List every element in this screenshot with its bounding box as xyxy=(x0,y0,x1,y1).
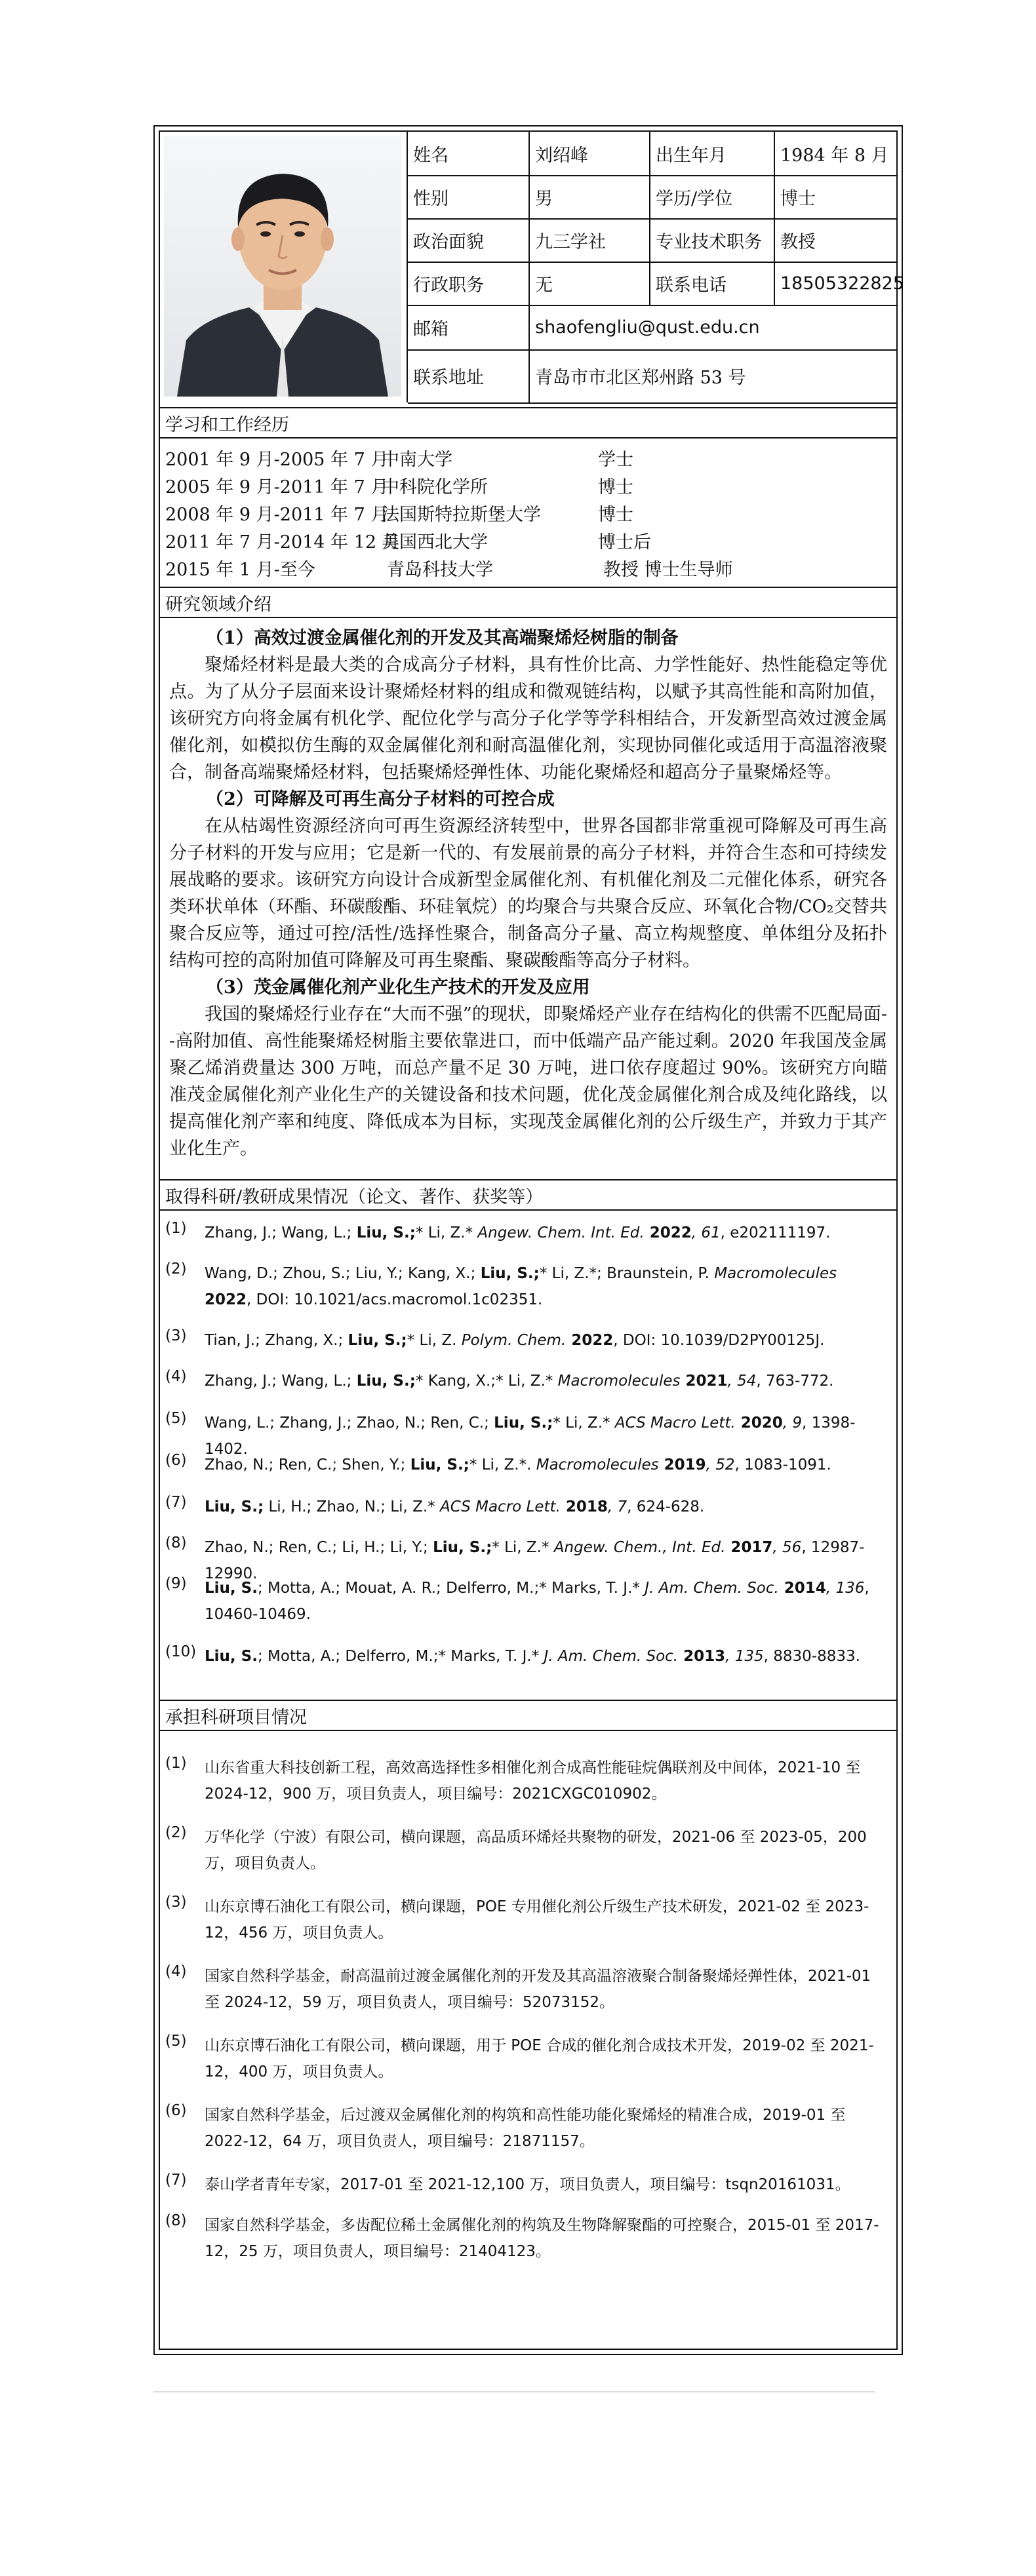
publication-number: (7) xyxy=(165,1494,187,1511)
citation-au: Liu, S.; xyxy=(356,1373,416,1390)
education-entry xyxy=(165,528,887,554)
research-header: 研究领域介绍 xyxy=(160,587,896,618)
education-role: 学士 xyxy=(598,450,633,470)
citation-vol: , 56 xyxy=(772,1539,802,1556)
citation-au: Liu, S.; xyxy=(348,1332,407,1349)
citation-rest: , 12987-12990. xyxy=(205,1539,865,1582)
publication-citation xyxy=(205,1575,886,1628)
admin-label: 行政职务 xyxy=(413,275,484,296)
education-header: 学习和工作经历 xyxy=(160,407,896,439)
citation-rest: , 1083-1091. xyxy=(734,1456,831,1473)
project-number: (5) xyxy=(165,2033,187,2050)
publication-number: (2) xyxy=(165,1260,187,1278)
citation-vol: , 7 xyxy=(607,1498,628,1515)
info-row-political xyxy=(408,218,896,263)
project-description: 国家自然科学基金，后过渡双金属催化剂的构筑和高性能功能化聚烯烃的精准合成，2019-01 至 2022-12，64 万，项目负责人，项目编号：21871157。 xyxy=(205,2107,846,2150)
citation-yr: 2019 xyxy=(658,1456,706,1473)
publication-number: (9) xyxy=(165,1575,187,1592)
citation-post: ; Motta, A.; Delferro, M.;* Marks, T. J.* xyxy=(257,1648,544,1665)
citation-post: * Li, Z. xyxy=(407,1332,462,1349)
publication-number: (1) xyxy=(165,1220,187,1237)
citation-pre: Zhang, J.; Wang, L.; xyxy=(205,1373,357,1390)
degree-label: 学历/学位 xyxy=(656,188,733,209)
info-row-address xyxy=(408,349,896,404)
publication-number: (3) xyxy=(165,1327,187,1344)
citation-vol: , 9 xyxy=(782,1415,803,1432)
info-row-gender xyxy=(408,175,896,220)
education-period: 2001 年 9 月-2005 年 7 月 xyxy=(165,450,389,470)
resume-table xyxy=(159,130,904,2350)
citation-rest: , 763-772. xyxy=(756,1373,834,1390)
citation-jr: Macromolecules xyxy=(557,1373,681,1390)
achievements-header: 取得科研/教研成果情况（论文、著作、获奖等） xyxy=(160,1179,896,1211)
citation-yr: 2022 xyxy=(644,1224,692,1241)
citation-rest: , e202111197. xyxy=(720,1224,831,1241)
citation-pre: Wang, L.; Zhang, J.; Zhao, N.; Ren, C.; xyxy=(205,1415,494,1432)
citation-jr: J. Am. Chem. Soc. xyxy=(645,1580,779,1597)
citation-vol: , 52 xyxy=(706,1456,735,1473)
citation-yr: 2018 xyxy=(560,1498,608,1515)
citation-au: Liu, S. xyxy=(205,1648,258,1665)
phone-value: 18505322825 xyxy=(780,273,904,294)
publication-citation xyxy=(205,1452,886,1478)
citation-au: Liu, S.; xyxy=(480,1265,540,1282)
publication-citation xyxy=(205,1494,886,1520)
photo-cell xyxy=(160,132,408,402)
citation-pre: Tian, J.; Zhang, X.; xyxy=(205,1332,348,1349)
citation-yr: 2021 xyxy=(680,1373,728,1390)
education-period: 2008 年 9 月-2011 年 7 月 xyxy=(165,505,389,525)
citation-vol: , 136 xyxy=(826,1580,865,1597)
citation-jr: ACS Macro Lett. xyxy=(439,1498,561,1515)
footer-divider xyxy=(153,2391,875,2392)
publication-number: (5) xyxy=(165,1410,187,1427)
citation-post: * Li, Z.* xyxy=(553,1415,615,1432)
project-number: (2) xyxy=(165,1824,187,1841)
citation-yr: 2013 xyxy=(678,1648,726,1665)
resume-frame xyxy=(153,125,903,2355)
citation-pre: Zhao, N.; Ren, C.; Shen, Y.; xyxy=(205,1456,410,1473)
education-place: 中科院化学所 xyxy=(382,477,488,498)
education-period: 2015 年 1 月-至今 xyxy=(165,560,315,580)
citation-au: Liu, S.; xyxy=(433,1539,492,1556)
publication-number: (8) xyxy=(165,1534,187,1551)
project-description: 泰山学者青年专家，2017-01 至 2021-12,100 万，项目负责人，项目编号：tsqn20161031。 xyxy=(205,2176,850,2193)
citation-jr: Macromolecules xyxy=(536,1456,659,1473)
education-place: 法国斯特拉斯堡大学 xyxy=(382,505,541,525)
email-label: 邮箱 xyxy=(413,319,448,340)
research-paragraph-1: 聚烯烃材料是最大类的合成高分子材料，具有性价比高、力学性能好、热性能稳定等优点。为了从分子层面来设计聚烯烃材料的组成和微观链结构，以赋予其高性能和高附加值，该研究方向将金属有机化学、配位化学与高分子化学等学科相结合，开发新型高效过渡金属催化剂，如模拟仿生酶的双金属催化剂和耐高温催化剂，实现协同催化或适用于高温溶液聚合，制备高端聚烯烃材料，包括聚烯烃弹性体、功能化聚烯烃和超高分子量聚烯烃等。 xyxy=(169,655,887,783)
project-description: 山东京博石油化工有限公司，横向课题，POE 专用催化剂公斤级生产技术研发，2021-02 至 2023-12，456 万，项目负责人。 xyxy=(205,1898,869,1942)
project-number: (8) xyxy=(165,2212,187,2229)
title-label: 专业技术职务 xyxy=(656,231,762,252)
birth-value: 1984 年 8 月 xyxy=(780,145,889,166)
address-value: 青岛市市北区郑州路 53 号 xyxy=(535,368,746,388)
political-label: 政治面貌 xyxy=(413,231,484,252)
phone-label: 联系电话 xyxy=(656,275,727,296)
info-row-email xyxy=(408,305,896,351)
citation-jr: Angew. Chem. Int. Ed. xyxy=(477,1224,645,1241)
education-entry xyxy=(165,473,887,499)
portrait-photo xyxy=(164,136,401,397)
citation-yr: 2017 xyxy=(725,1539,773,1556)
education-period: 2005 年 9 月-2011 年 7 月 xyxy=(165,477,389,498)
projects-header: 承担科研项目情况 xyxy=(160,1700,896,1731)
citation-pre: Wang, D.; Zhou, S.; Liu, Y.; Kang, X.; xyxy=(205,1265,481,1282)
publication-number: (10) xyxy=(165,1643,197,1660)
publication-citation xyxy=(205,1368,886,1394)
citation-rest: , 8830-8833. xyxy=(763,1648,860,1665)
project-number: (3) xyxy=(165,1894,187,1911)
education-place: 青岛科技大学 xyxy=(387,560,493,580)
education-entry xyxy=(165,500,887,526)
education-entry xyxy=(165,555,887,581)
citation-yr: 2020 xyxy=(735,1415,783,1432)
project-description: 国家自然科学基金，耐高温前过渡金属催化剂的开发及其高温溶液聚合制备聚烯烃弹性体，2021-01 至 2024-12，59 万，项目负责人，项目编号：52073152。 xyxy=(205,1968,871,2011)
publication-number: (4) xyxy=(165,1368,187,1385)
citation-post: * Kang, X.;* Li, Z.* xyxy=(415,1373,558,1390)
admin-value: 无 xyxy=(535,275,553,296)
name-label: 姓名 xyxy=(413,145,448,166)
email-value: shaofengliu@qust.edu.cn xyxy=(535,317,760,338)
project-description: 万华化学（宁波）有限公司，横向课题，高品质环烯烃共聚物的研发，2021-06 至 2023-05，200 万，项目负责人。 xyxy=(205,1829,867,1872)
citation-jr: Polym. Chem. xyxy=(461,1332,567,1349)
citation-yr: 2022 xyxy=(205,1291,247,1308)
research-section xyxy=(160,618,896,1179)
publication-number: (6) xyxy=(165,1452,187,1469)
info-row-name xyxy=(408,132,896,176)
research-heading-3: （3）茂金属催化剂产业化生产技术的开发及应用 xyxy=(206,977,590,998)
address-label: 联系地址 xyxy=(413,368,484,388)
project-description: 国家自然科学基金，多齿配位稀土金属催化剂的构筑及生物降解聚酯的可控聚合，2015-01 至 2017-12，25 万，项目负责人，项目编号：21404123。 xyxy=(205,2217,879,2260)
citation-post: ; Motta, A.; Mouat, A. R.; Delferro, M.;* Marks, T. J.* xyxy=(257,1580,645,1597)
education-place: 中南大学 xyxy=(382,450,452,470)
political-value: 九三学社 xyxy=(535,231,606,252)
citation-au: Liu, S.; xyxy=(205,1498,264,1515)
citation-pre: Zhang, J.; Wang, L.; xyxy=(205,1224,357,1241)
title-value: 教授 xyxy=(780,231,816,252)
education-entry xyxy=(165,445,887,471)
info-row-admin xyxy=(408,262,904,306)
citation-post: * Li, Z.*. xyxy=(469,1456,536,1473)
publication-citation xyxy=(205,1327,886,1354)
birth-label: 出生年月 xyxy=(656,145,727,166)
citation-jr: J. Am. Chem. Soc. xyxy=(544,1648,679,1665)
citation-rest: , 1398-1402. xyxy=(205,1415,856,1458)
project-number: (7) xyxy=(165,2172,187,2189)
education-period: 2011 年 7 月-2014 年 12 月 xyxy=(165,532,400,553)
education-role: 博士后 xyxy=(598,532,651,553)
citation-vol: , 135 xyxy=(725,1648,764,1665)
citation-yr: 2022 xyxy=(566,1332,614,1349)
publication-citation xyxy=(205,1260,886,1313)
citation-post: * Li, Z.* xyxy=(415,1224,478,1241)
name-value: 刘绍峰 xyxy=(535,145,588,166)
project-number: (1) xyxy=(165,1755,187,1772)
citation-au: Liu, S.; xyxy=(356,1224,416,1241)
citation-au: Liu, S.; xyxy=(494,1415,553,1432)
citation-rest: , 624-628. xyxy=(627,1498,705,1515)
education-role: 博士 xyxy=(598,505,633,525)
citation-vol: , 54 xyxy=(727,1373,757,1390)
citation-rest: , DOI: 10.1039/D2PY00125J. xyxy=(613,1332,825,1349)
project-number: (6) xyxy=(165,2102,187,2119)
degree-value: 博士 xyxy=(780,188,816,209)
project-number: (4) xyxy=(165,1963,187,1980)
citation-jr: Macromolecules xyxy=(714,1265,837,1282)
education-place: 美国西北大学 xyxy=(382,532,488,553)
citation-au: Liu, S.; xyxy=(410,1456,469,1473)
citation-yr: 2014 xyxy=(778,1580,826,1597)
gender-label: 性别 xyxy=(413,188,448,209)
research-heading-1: （1）高效过渡金属催化剂的开发及其高端聚烯烃树脂的制备 xyxy=(206,628,679,648)
citation-pre: Zhao, N.; Ren, C.; Li, H.; Li, Y.; xyxy=(205,1539,433,1556)
citation-post: * Li, Z.*; Braunstein, P. xyxy=(539,1265,715,1282)
publication-citation xyxy=(205,1643,886,1669)
publication-citation xyxy=(205,1220,886,1246)
education-role: 教授 博士生导师 xyxy=(603,560,733,580)
research-paragraph-3: 我国的聚烯烃行业存在“大而不强”的现状，即聚烯烃产业存在结构化的供需不匹配局面--高附加值、高性能聚烯烃树脂主要依靠进口，而中低端产品产能过剩。2020 年我国茂金属聚乙烯消费量达 300 万吨，而总产量不足 30 万吨，进口依存度超过 90%。该研究方向瞄准茂金属催化剂产业化生产的关键设备和技术问题，优化茂金属催化剂合成及纯化路线，以提高催化剂产率和纯度、降低成本为目标，实现茂金属催化剂的公斤级生产，并致力于其产业化生产。 xyxy=(169,1004,887,1159)
citation-jr: ACS Macro Lett. xyxy=(614,1415,736,1432)
citation-post: * Li, Z.* xyxy=(492,1539,554,1556)
citation-jr: Angew. Chem., Int. Ed. xyxy=(553,1539,726,1556)
project-description: 山东京博石油化工有限公司，横向课题，用于 POE 合成的催化剂合成技术开发，2019-02 至 2021-12，400 万，项目负责人。 xyxy=(205,2037,874,2080)
citation-vol: , 61 xyxy=(691,1224,721,1241)
education-role: 博士 xyxy=(598,477,633,498)
citation-au: Liu, S. xyxy=(205,1580,258,1597)
citation-rest: , 10460-10469. xyxy=(205,1580,869,1623)
citation-post: Li, H.; Zhao, N.; Li, Z.* xyxy=(264,1498,440,1515)
research-paragraph-2: 在从枯竭性资源经济向可再生资源经济转型中，世界各国都非常重视可降解及可再生高分子材料的开发与应用；它是新一代的、有发展前景的高分子材料，并符合生态和可持续发展战略的要求。该研究方向设计合成新型金属催化剂、有机催化剂及二元催化体系，研究各类环状单体（环酯、环碳酸酯、环硅氧烷）的均聚合与共聚合反应、环氧化合物/CO₂交替共聚合反应等，通过可控/活性/选择性聚合，制备高分子量、高立构规整度、单体组分及拓扑结构可控的高附加值可降解及可再生聚酯、聚碳酸酯等高分子材料。 xyxy=(169,816,887,971)
project-description: 山东省重大科技创新工程，高效高选择性多相催化剂合成高性能硅烷偶联剂及中间体，2021-10 至 2024-12，900 万，项目负责人，项目编号：2021CXGC010902。 xyxy=(205,1759,861,1803)
gender-value: 男 xyxy=(535,188,553,209)
research-heading-2: （2）可降解及可再生高分子材料的可控合成 xyxy=(206,789,555,810)
citation-rest: , DOI: 10.1021/acs.macromol.1c02351. xyxy=(247,1291,543,1308)
